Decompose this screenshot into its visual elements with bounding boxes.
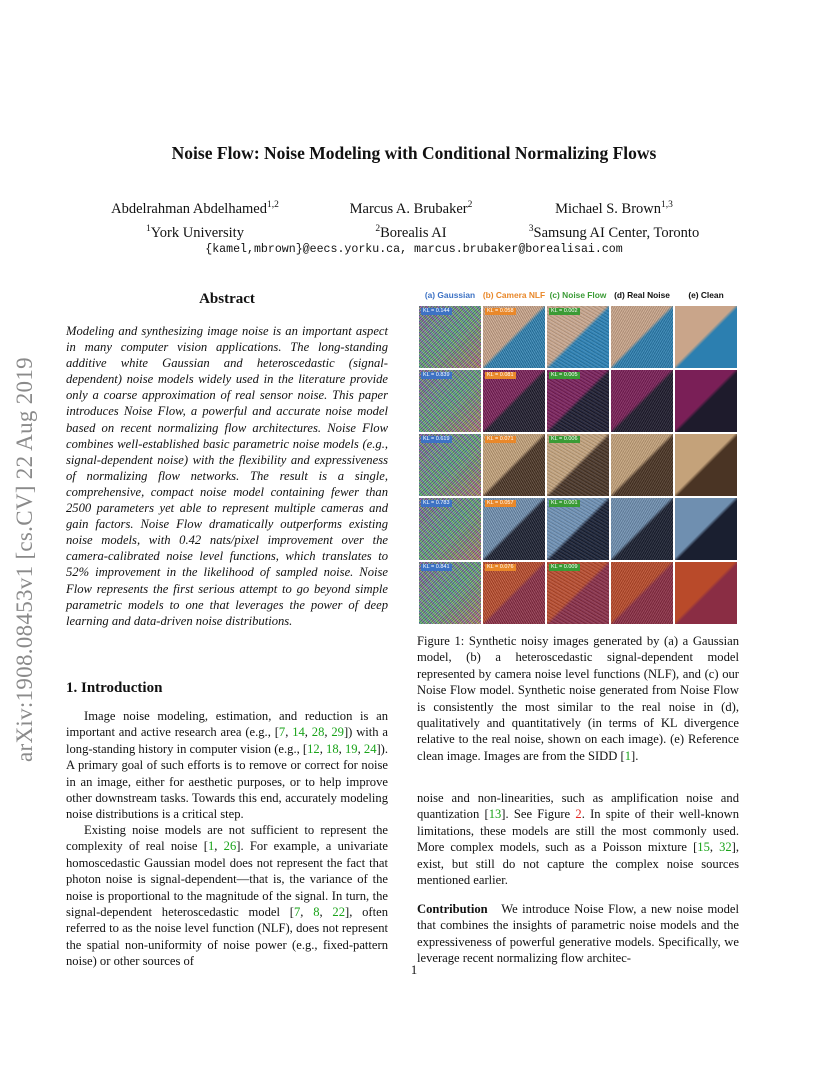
figure-image-tile xyxy=(675,498,737,560)
kl-value-label: KL = 0.005 xyxy=(551,372,578,378)
figure-image-tile xyxy=(611,306,673,368)
citation-link[interactable]: 7 xyxy=(293,905,301,920)
intro-paragraph-2: Existing noise models are not sufficient to represent the complexity of real noise [1, 26]. For example, a univariate homoscedastic Gaussian model does not represent the fact that photon noise is signal-dependent—that is, the variance of the noise is proportional to the magnitude of the signal. In turn, the signal-dependent heteroscedastic model [7, 8, 22], often referred to as the noise level function (NLF), does not represent the spatial non-uniformity of noise power (e.g., fixed-pattern noise) or other sources of xyxy=(66,823,389,969)
citation-link[interactable]: 12 xyxy=(307,741,320,756)
contribution-heading: Contribution xyxy=(417,902,488,916)
contribution-text: We introduce Noise Flow, a new noise model that combines the insights of parametric noise models and the expressiveness of powerful generative models. Specifically, we leverage recent normalizing flow architec- xyxy=(417,902,739,966)
figure-image-tile xyxy=(675,370,737,432)
intro-heading: 1. Introduction xyxy=(66,680,163,696)
intro-paragraph-1: Image noise modeling, estimation, and reduction is an important and active research area (e.g., [7, 14, 28, 29]) with a long-standing history in computer vision (e.g., [12, 18, 19, 24]). A primary goal of such efforts is to remove or correct for noise in an image, either for aesthetic purposes, or to help improve other downstream tasks. Towards this end, accurately modeling noise distributions is a critical step. xyxy=(66,709,389,822)
figure-column-label: (e) Clean xyxy=(688,290,724,300)
author-1: Abdelrahman Abdelhamed$^{1,2}$ $^1$York University xyxy=(111,200,279,241)
figure-column-label: (b) Camera NLF xyxy=(482,290,546,300)
abstract-text: Modeling and synthesizing image noise is an important aspect in many computer vision applications. The long-standing additive white Gaussian and heteroscedastic (signal-dependent) noise models widely used in the literature provide only a coarse approximation of real sensor noise. This paper introduces Noise Flow, a powerful and accurate noise model based on recent normalizing flow architectures. Noise Flow combines well-established basic parametric noise models (e.g., signal-dependent noise) with the flexibility and expressiveness of normalizing flow networks. The result is a single, comprehensive, compact noise model containing fewer than 2500 parameters yet able to represent multiple cameras and gain factors. Noise Flow dramatically outperforms existing noise models, with 0.42 nats/pixel improvement over the camera-calibrated noise level functions, which translates to 52% improvement in the likelihood of sampled noise. Noise Flow represents the first serious attempt to go beyond simple parametric models to one that leverages the power of deep learning and data-driven noise distributions. xyxy=(66,324,388,628)
kl-value-label: KL = 0.009 xyxy=(551,564,578,570)
kl-value-label: KL = 0.839 xyxy=(423,372,450,378)
citation-link[interactable]: 13 xyxy=(488,807,502,822)
figure-image-tile xyxy=(419,434,481,496)
contribution-paragraph xyxy=(417,901,739,967)
citation-link[interactable]: 22 xyxy=(332,905,346,920)
figure-image-tile xyxy=(547,306,609,368)
kl-value-label: KL = 0.841 xyxy=(423,564,450,570)
citation-link[interactable]: 19 xyxy=(344,741,358,756)
figure-image-tile xyxy=(675,434,737,496)
citation-link[interactable]: 14 xyxy=(292,725,305,740)
figure-image-tile xyxy=(611,434,673,496)
citation-link[interactable]: 7 xyxy=(278,725,286,740)
author-3: Michael S. Brown$^{1,3}$ $^3$Samsung AI Center, Toronto xyxy=(528,200,700,241)
figure-1 xyxy=(417,290,739,626)
figure-column-label: (c) Noise Flow xyxy=(549,290,607,300)
paper-title: Noise Flow: Noise Modeling with Conditional Normalizing Flows xyxy=(171,143,657,163)
author-2: Marcus A. Brubaker$^2$ $^2$Borealis AI xyxy=(349,200,473,241)
figure-reference-link[interactable]: 2 xyxy=(575,807,582,822)
figure-image-tile xyxy=(419,370,481,432)
figure-image-tile xyxy=(675,562,737,624)
citation-link[interactable]: 1 xyxy=(207,839,215,854)
kl-value-label: KL = 0.783 xyxy=(423,500,450,506)
figure-image-tile xyxy=(611,370,673,432)
kl-value-label: KL = 0.081 xyxy=(487,372,514,378)
right-paragraph-1: noise and non-linearities, such as amplification noise and quantization [13]. See Figure 2. In spite of their well-known limitations, these models are still the most commonly used. More complex models, such as a Poisson mixture [15, 32], exist, but still do not capture the complex noise sources mentioned earlier. xyxy=(417,791,739,888)
citation-link[interactable]: 29 xyxy=(331,725,344,740)
figure-image-tile xyxy=(419,562,481,624)
kl-value-label: KL = 0.076 xyxy=(487,564,514,570)
kl-value-label: KL = 0.144 xyxy=(423,308,450,314)
citation-link[interactable]: 32 xyxy=(719,840,732,855)
figure-image-tile xyxy=(611,498,673,560)
arxiv-margin-label: arXiv:1908.08453v1 [cs.CV] 22 Aug 2019 xyxy=(12,357,37,762)
figure-image-tile xyxy=(483,562,545,624)
kl-value-label: KL = 0.057 xyxy=(487,500,514,506)
figure-image-tile xyxy=(483,370,545,432)
kl-value-label: KL = 0.001 xyxy=(551,500,578,506)
citation-link[interactable]: 15 xyxy=(697,840,710,855)
kl-value-label: KL = 0.002 xyxy=(551,308,578,314)
figure-image-tile xyxy=(547,370,609,432)
figure-image-tile xyxy=(419,306,481,368)
figure-image-tile xyxy=(547,498,609,560)
citation-link[interactable]: 8 xyxy=(313,905,320,920)
author-emails: {kamel,mbrown}@eecs.yorku.ca, marcus.brubaker@borealisai.com xyxy=(205,243,623,256)
figure-image-tile xyxy=(675,306,737,368)
kl-value-label: KL = 0.619 xyxy=(423,436,450,442)
figure-image-tile xyxy=(611,562,673,624)
abstract-heading: Abstract xyxy=(199,291,255,307)
citation-link[interactable]: 24 xyxy=(363,741,377,756)
citation-link[interactable]: 18 xyxy=(326,741,339,756)
figure-image-tile xyxy=(483,306,545,368)
figure-image-tile xyxy=(547,562,609,624)
figure-1-caption: Figure 1: Synthetic noisy images generated by (a) a Gaussian model, (b) a heteroscedastic signal-dependent model represented by camera noise level functions (NLF), and (c) our Noise Flow model. Synthetic noise generated from Noise Flow is consistently the most similar to the real noise in (d), qualitatively and quantitatively (in terms of KL divergence relative to the real noise, shown on each image). (e) Reference clean image. Images are from the SIDD [1]. xyxy=(417,634,739,763)
kl-value-label: KL = 0.071 xyxy=(487,436,514,442)
figure-column-label: (d) Real Noise xyxy=(614,290,670,300)
figure-image-tile xyxy=(547,434,609,496)
figure-image-tile xyxy=(419,498,481,560)
figure-image-tile xyxy=(483,434,545,496)
citation-link[interactable]: 26 xyxy=(223,839,237,854)
figure-column-label: (a) Gaussian xyxy=(424,290,476,300)
figure-image-tile xyxy=(483,498,545,560)
citation-link[interactable]: 1 xyxy=(624,748,632,763)
page-number: 1 xyxy=(410,963,418,977)
kl-value-label: KL = 0.058 xyxy=(487,308,514,314)
kl-value-label: KL = 0.006 xyxy=(551,436,578,442)
citation-link[interactable]: 28 xyxy=(311,725,325,740)
